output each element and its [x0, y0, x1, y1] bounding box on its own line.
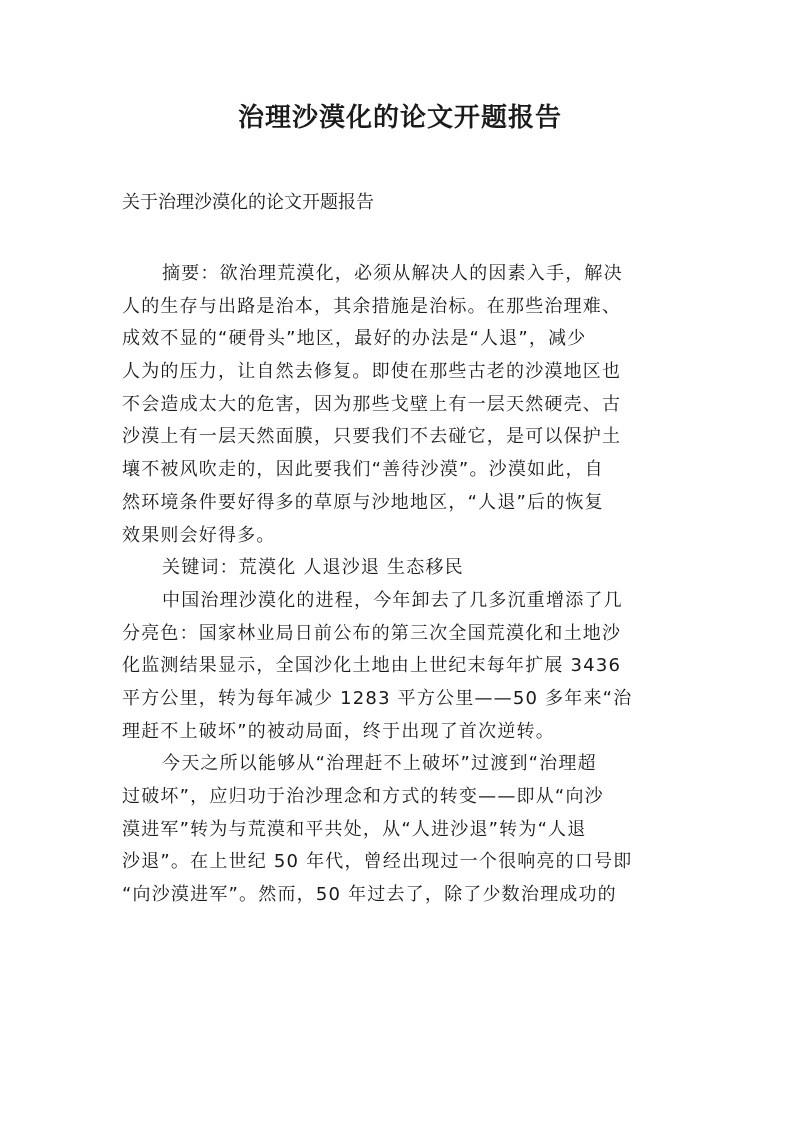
- paragraph-line: 分亮色：国家林业局日前公布的第三次全国荒漠化和土地沙: [122, 622, 622, 644]
- paragraph-line: “向沙漠进军”。然而，50 年过去了，除了少数治理成功的: [122, 884, 617, 906]
- paragraph-line: 中国治理沙漠化的进程，今年卸去了几多沉重增添了几: [162, 589, 623, 611]
- abstract-line: 然环境条件要好得多的草原与沙地地区，“人退”后的恢复: [122, 491, 604, 513]
- paragraph-line: 沙退”。在上世纪 50 年代，曾经出现过一个很响亮的口号即: [122, 851, 633, 873]
- abstract-line: 成效不显的“硬骨头”地区，最好的办法是“人退”，减少: [122, 328, 587, 350]
- document-title: 治理沙漠化的论文开题报告: [237, 103, 562, 133]
- paragraph-line: 化监测结果显示，全国沙化土地由上世纪末每年扩展 3436: [122, 655, 622, 677]
- abstract-line: 不会造成太大的危害，因为那些戈壁上有一层天然硬壳、古: [122, 393, 622, 415]
- abstract-line: 摘要：欲治理荒漠化，必须从解决人的因素入手，解决: [162, 263, 623, 284]
- abstract-line: 效果则会好得多。: [122, 524, 276, 546]
- document-body: [122, 258, 688, 912]
- abstract-line: 人的生存与出路是治本，其余措施是治标。在那些治理难、: [122, 295, 622, 317]
- document-subtitle: 关于治理沙漠化的论文开题报告: [122, 192, 374, 213]
- paragraph-line: 平方公里，转为每年减少 1283 平方公里——50 多年来“治: [122, 687, 633, 709]
- paragraph-line: 漠进军”转为与荒漠和平共处，从“人进沙退”转为“人退: [122, 818, 587, 840]
- paragraph-line: 过破坏”，应归功于治沙理念和方式的转变——即从“向沙: [122, 786, 604, 807]
- paragraph-line: 理赶不上破坏”的被动局面，终于出现了首次逆转。: [122, 720, 555, 742]
- abstract-line: 壤不被风吹走的，因此要我们“善待沙漠”。沙漠如此，自: [122, 459, 604, 481]
- paragraph-line: 今天之所以能够从“治理赶不上破坏”过渡到“治理超: [162, 753, 597, 775]
- abstract-line: 沙漠上有一层天然面膜，只要我们不去碰它，是可以保护土: [122, 426, 622, 448]
- abstract-line: 人为的压力，让自然去修复。即使在那些古老的沙漠地区也: [122, 361, 622, 383]
- keywords-line: 关键词：荒漠化 人退沙退 生态移民: [162, 557, 464, 579]
